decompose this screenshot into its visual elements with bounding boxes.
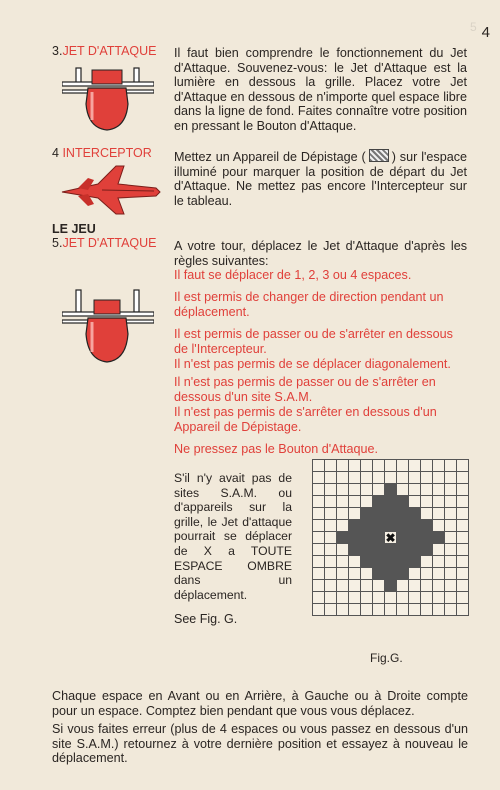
grid-cell — [433, 460, 445, 472]
grid-cell — [361, 604, 373, 616]
grid-cell — [361, 592, 373, 604]
section2-body-start: Mettez un Appareil de Dépistage ( — [174, 150, 366, 164]
grid-cell — [433, 604, 445, 616]
grid-shaded-cell — [349, 520, 361, 532]
grid-shaded-cell — [385, 508, 397, 520]
grid-cell — [385, 604, 397, 616]
rule-1: Il faut se déplacer de 1, 2, 3 ou 4 espaces. — [174, 268, 412, 282]
grid-shaded-cell — [349, 532, 361, 544]
grid-cell — [457, 568, 469, 580]
le-jeu-heading: LE JEU — [52, 222, 96, 236]
grid-cell — [325, 460, 337, 472]
grid-cell — [325, 508, 337, 520]
grid-cell — [421, 484, 433, 496]
grid-cell — [313, 556, 325, 568]
grid-cell — [421, 460, 433, 472]
rule-2: Il est permis de changer de direction pendant un déplacement. — [174, 290, 444, 319]
grid-cell — [433, 508, 445, 520]
grid-cell — [445, 580, 457, 592]
section2-body — [174, 149, 467, 208]
grid-shaded-cell — [373, 532, 385, 544]
grid-shaded-cell — [385, 496, 397, 508]
grid-cell — [445, 592, 457, 604]
grid-shaded-cell — [385, 568, 397, 580]
grid-center-x-mark: ✖ — [385, 530, 396, 545]
grid-cell — [337, 544, 349, 556]
grid-cell — [373, 484, 385, 496]
grid-cell — [361, 472, 373, 484]
grid-cell — [397, 484, 409, 496]
grid-cell — [361, 484, 373, 496]
rule-4: Il n'est pas permis de se déplacer diagonalement. — [174, 357, 451, 371]
grid-cell — [445, 604, 457, 616]
grid-cell — [409, 580, 421, 592]
grid-cell — [421, 472, 433, 484]
attack-jet-illustration-2 — [62, 284, 154, 364]
section2-title: INTERCEPTOR — [62, 146, 152, 160]
grid-cell — [445, 520, 457, 532]
grid-cell — [313, 520, 325, 532]
grid-cell — [337, 556, 349, 568]
grid-cell — [325, 472, 337, 484]
grid-cell — [445, 508, 457, 520]
grid-shaded-cell — [361, 532, 373, 544]
grid-shaded-cell — [397, 556, 409, 568]
grid-cell — [337, 496, 349, 508]
grid-cell — [409, 472, 421, 484]
grid-shaded-cell — [409, 508, 421, 520]
grid-cell — [325, 568, 337, 580]
grid-cell — [349, 556, 361, 568]
grid-cell — [457, 520, 469, 532]
grid-cell — [349, 604, 361, 616]
grid-cell — [457, 532, 469, 544]
grid-shaded-cell — [433, 532, 445, 544]
section3-label — [52, 236, 157, 250]
grid-cell — [421, 568, 433, 580]
grid-cell — [349, 508, 361, 520]
grid-shaded-cell — [373, 568, 385, 580]
grid-cell — [313, 568, 325, 580]
grid-cell — [457, 556, 469, 568]
section1-body: Il faut bien comprendre le fonctionnement du Jet d'Attaque. Souvenez-vous: le Jet d'Attaque est la lumière en dessous la grille. Placez votre Jet d'Attaque en dessous de n'importe quel espace libre dans la ligne de fond. Faites connaître votre position en pressant le Bouton d'Attaque. — [174, 46, 467, 133]
grid-cell — [409, 496, 421, 508]
grid-cell — [409, 604, 421, 616]
grid-cell — [397, 460, 409, 472]
grid-cell — [349, 496, 361, 508]
grid-shaded-cell — [397, 568, 409, 580]
grid-cell — [421, 556, 433, 568]
grid-cell — [409, 460, 421, 472]
grid-cell — [361, 460, 373, 472]
grid-cell — [325, 532, 337, 544]
tracking-device-icon — [369, 149, 389, 162]
grid-cell — [337, 580, 349, 592]
grid-shaded-cell — [421, 532, 433, 544]
grid-shaded-cell — [397, 532, 409, 544]
grid-shaded-cell — [409, 556, 421, 568]
grid-cell — [337, 604, 349, 616]
grid-cell — [337, 508, 349, 520]
grid-cell — [385, 460, 397, 472]
grid-cell — [325, 520, 337, 532]
grid-cell — [457, 592, 469, 604]
ghost-page-number: 5 — [470, 20, 477, 34]
grid-cell — [445, 460, 457, 472]
grid-cell — [433, 496, 445, 508]
grid-cell — [445, 544, 457, 556]
grid-cell — [325, 592, 337, 604]
grid-cell — [337, 520, 349, 532]
grid-cell — [445, 568, 457, 580]
grid-shaded-cell — [397, 496, 409, 508]
grid-shaded-cell — [385, 580, 397, 592]
figure-caption: Fig.G. — [370, 651, 403, 665]
grid-cell — [373, 604, 385, 616]
grid-cell — [325, 604, 337, 616]
footer-paragraph-2: Si vous faites erreur (plus de 4 espaces ou vous passez en dessous d'un site S.A.M.) retournez à votre dernière position et essayez à nouveau le déplacement. — [52, 722, 468, 766]
see-fig-g: See Fig. G. — [174, 612, 238, 626]
grid-cell — [445, 496, 457, 508]
grid-cell — [457, 508, 469, 520]
rule-5: Il n'est pas permis de passer ou de s'arrêter en dessous d'un site S.A.M. — [174, 375, 436, 404]
grid-shaded-cell — [397, 508, 409, 520]
section1-number: 3. — [52, 44, 63, 58]
grid-cell — [349, 484, 361, 496]
grid-cell — [349, 472, 361, 484]
grid-cell — [433, 556, 445, 568]
grid-cell — [313, 592, 325, 604]
grid-shaded-cell — [397, 544, 409, 556]
grid-cell — [313, 460, 325, 472]
section3-number: 5. — [52, 236, 63, 250]
grid-shaded-cell — [397, 520, 409, 532]
grid-cell — [421, 580, 433, 592]
grid-cell — [337, 484, 349, 496]
grid-cell — [457, 460, 469, 472]
grid-cell — [433, 472, 445, 484]
grid-cell — [361, 568, 373, 580]
grid-cell — [433, 580, 445, 592]
grid-cell — [349, 460, 361, 472]
grid-cell — [385, 592, 397, 604]
grid-cell — [361, 580, 373, 592]
figure-description: S'il n'y avait pas de sites S.A.M. ou d'appareils sur la grille, le Jet d'attaque pourrait se déplacer de X a TOUTE ESPACE OMBRE dans un déplacement. — [174, 471, 292, 602]
grid-cell — [421, 496, 433, 508]
grid-cell — [409, 484, 421, 496]
grid-cell — [325, 556, 337, 568]
grid-shaded-cell — [385, 556, 397, 568]
grid-shaded-cell — [373, 496, 385, 508]
grid-cell — [337, 592, 349, 604]
grid-cell — [433, 520, 445, 532]
grid-cell — [433, 544, 445, 556]
grid-cell — [397, 580, 409, 592]
grid-cell — [373, 580, 385, 592]
grid-cell — [457, 472, 469, 484]
grid-cell — [313, 508, 325, 520]
grid-cell — [421, 592, 433, 604]
grid-shaded-cell — [361, 520, 373, 532]
grid-shaded-cell — [409, 532, 421, 544]
rule-6: Il n'est pas permis de s'arrêter en dessous d'un Appareil de Dépistage. — [174, 405, 437, 434]
section1-label — [52, 44, 157, 58]
grid-cell — [457, 544, 469, 556]
attack-jet-illustration — [62, 60, 154, 132]
grid-cell — [457, 604, 469, 616]
grid-cell — [313, 580, 325, 592]
grid-cell — [433, 484, 445, 496]
grid-cell — [457, 496, 469, 508]
grid-cell — [397, 604, 409, 616]
grid-cell — [313, 532, 325, 544]
grid-shaded-cell — [421, 544, 433, 556]
grid-cell — [445, 472, 457, 484]
grid-shaded-cell — [373, 508, 385, 520]
grid-cell — [313, 544, 325, 556]
grid-cell — [373, 460, 385, 472]
interceptor-illustration — [58, 162, 162, 216]
grid-cell — [445, 556, 457, 568]
grid-cell — [397, 592, 409, 604]
grid-shaded-cell — [361, 508, 373, 520]
grid-shaded-cell — [373, 520, 385, 532]
grid-shaded-cell — [361, 556, 373, 568]
grid-cell — [313, 496, 325, 508]
section2-label — [52, 146, 152, 160]
grid-cell — [373, 472, 385, 484]
grid-shaded-cell — [421, 520, 433, 532]
grid-cell — [349, 592, 361, 604]
grid-cell — [433, 592, 445, 604]
grid-cell — [421, 604, 433, 616]
grid-cell — [373, 592, 385, 604]
grid-shaded-cell — [349, 544, 361, 556]
grid-shaded-cell — [385, 484, 397, 496]
grid-cell — [409, 568, 421, 580]
grid-shaded-cell — [361, 544, 373, 556]
grid-cell — [313, 604, 325, 616]
grid-cell — [337, 568, 349, 580]
grid-cell — [361, 496, 373, 508]
grid-cell — [457, 484, 469, 496]
grid-cell — [337, 460, 349, 472]
grid-cell — [313, 472, 325, 484]
grid-cell — [421, 508, 433, 520]
grid-cell — [337, 472, 349, 484]
grid-cell — [325, 496, 337, 508]
grid-cell — [433, 568, 445, 580]
grid-shaded-cell — [337, 532, 349, 544]
grid-cell — [325, 544, 337, 556]
figure-g-grid — [312, 459, 469, 616]
section3-intro: A votre tour, déplacez le Jet d'Attaque d'après les règles suivantes: — [174, 239, 467, 268]
section1-title: JET D'ATTAQUE — [62, 44, 157, 58]
grid-cell — [313, 484, 325, 496]
grid-cell — [397, 472, 409, 484]
rule-3: Il est permis de passer ou de s'arrêter en dessous de l'Intercepteur. — [174, 327, 453, 356]
grid-shaded-cell — [409, 544, 421, 556]
grid-cell — [385, 472, 397, 484]
grid-shaded-cell — [373, 544, 385, 556]
grid-cell — [325, 580, 337, 592]
grid-cell — [457, 580, 469, 592]
grid-cell — [445, 532, 457, 544]
grid-cell — [349, 580, 361, 592]
footer-paragraph-1: Chaque espace en Avant ou en Arrière, à Gauche ou à Droite compte pour un espace. Comptez bien pendant que vous vous déplacez. — [52, 689, 468, 718]
grid-cell — [349, 568, 361, 580]
rule-7: Ne pressez pas le Bouton d'Attaque. — [174, 442, 379, 456]
section2-body-end: ) sur l'espace illuminé pour marquer la position de départ du Jet d'Attaque. Ne mettez pas encore l'Intercepteur sur le tableau. — [174, 150, 468, 208]
section3-title: JET D'ATTAQUE — [62, 236, 157, 250]
grid-shaded-cell — [385, 544, 397, 556]
grid-cell — [445, 484, 457, 496]
grid-shaded-cell — [373, 556, 385, 568]
grid-cell — [325, 484, 337, 496]
grid-cell — [409, 592, 421, 604]
page-number: 4 — [481, 24, 490, 41]
section2-number: 4 — [52, 146, 59, 160]
grid-shaded-cell — [409, 520, 421, 532]
